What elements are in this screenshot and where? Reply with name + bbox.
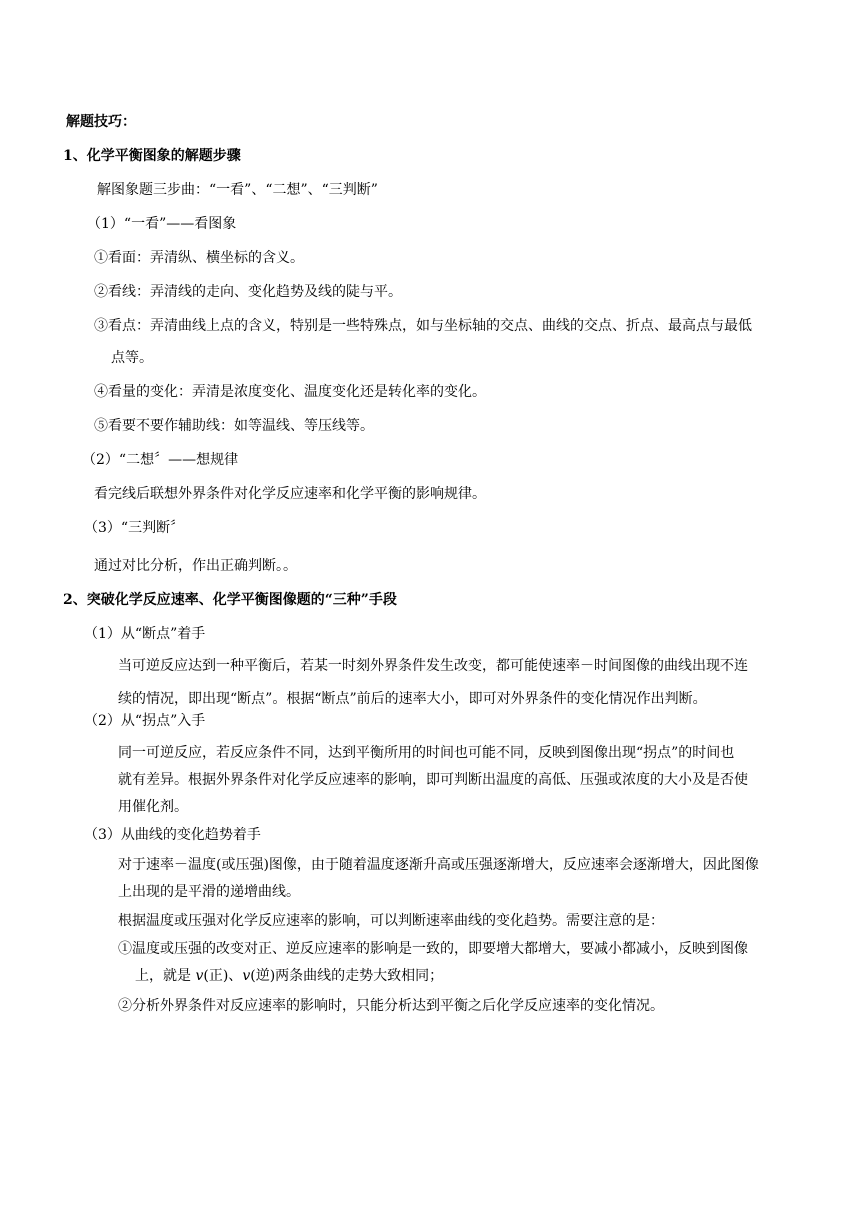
step-1-item-1: ①看面：弄清纵、横坐标的含义。 <box>94 250 304 266</box>
method-1-line-1: 当可逆反应达到一种平衡后，若某一时刻外界条件发生改变，都可能使速率－时间图像的曲线出现不连 <box>118 658 748 674</box>
method-3-line-2: 上出现的是平滑的递增曲线。 <box>118 884 300 900</box>
section-1-title: 1、化学平衡图象的解题步骤 <box>63 148 241 164</box>
method-3-line-6: ②分析外界条件对反应速率的影响时，只能分析达到平衡之后化学反应速率的变化情况。 <box>118 998 664 1014</box>
step-1-item-5: ⑤看要不要作辅助线：如等温线、等压线等。 <box>94 418 374 434</box>
method-3-line-4: ①温度或压强的改变对正、逆反应速率的影响是一致的，即要增大都增大，要减小都减小，反映到图像 <box>118 941 748 957</box>
step-2-title: （2）“二想〞——想规律 <box>82 452 239 468</box>
method-3-line-5 <box>135 966 443 986</box>
step-1-title: （1）“一看”——看图象 <box>87 216 237 232</box>
heading: 解题技巧： <box>66 114 136 130</box>
step-1-item-3-cont: 点等。 <box>111 350 153 366</box>
reverse-label: (逆)两条曲线的走势大致相同； <box>250 968 444 984</box>
forward-label: (正)、 <box>203 968 243 984</box>
method-2-title: （2）从“拐点”入手 <box>84 713 206 729</box>
method-3-line-3: 根据温度或压强对化学反应速率的影响，可以判断速率曲线的变化趋势。需要注意的是： <box>118 913 664 929</box>
method-1-line-2: 续的情况，即出现“断点”。根据“断点”前后的速率大小，即可对外界条件的变化情况作出判断。 <box>118 691 707 707</box>
step-3-title: （3）“三判断〞 <box>84 520 185 536</box>
velocity-symbol-forward: v <box>195 968 204 984</box>
line-5-prefix: 上，就是 <box>135 968 196 984</box>
method-1-title: （1）从“断点”着手 <box>84 626 206 642</box>
method-3-line-1: 对于速率－温度(或压强)图像，由于随着温度逐渐升高或压强逐渐增大，反应速率会逐渐增大，因此图像 <box>118 857 759 873</box>
step-3-body: 通过对比分析，作出正确判断。。 <box>94 558 297 574</box>
step-2-body: 看完线后联想外界条件对化学反应速率和化学平衡的影响规律。 <box>94 486 486 502</box>
method-3-title: （3）从曲线的变化趋势着手 <box>84 827 261 843</box>
method-2-line-2: 就有差异。根据外界条件对化学反应速率的影响，即可判断出温度的高低、压强或浓度的大小及是否使 <box>118 772 748 788</box>
section-1-intro: 解图象题三步曲：“一看”、“二想”、“三判断” <box>97 182 378 198</box>
section-2-title: 2、突破化学反应速率、化学平衡图像题的“三种”手段 <box>63 592 397 608</box>
step-1-item-4: ④看量的变化：弄清是浓度变化、温度变化还是转化率的变化。 <box>94 384 486 400</box>
step-1-item-2: ②看线：弄清线的走向、变化趋势及线的陡与平。 <box>94 284 402 300</box>
method-2-line-1: 同一可逆反应，若反应条件不同，达到平衡所用的时间也可能不同，反映到图像出现“拐点”的时间也 <box>118 745 735 761</box>
method-2-line-3: 用催化剂。 <box>118 799 188 815</box>
velocity-symbol-reverse: v <box>242 968 251 984</box>
step-1-item-3: ③看点：弄清曲线上点的含义，特别是一些特殊点，如与坐标轴的交点、曲线的交点、折点、最高点与最低 <box>94 318 752 334</box>
